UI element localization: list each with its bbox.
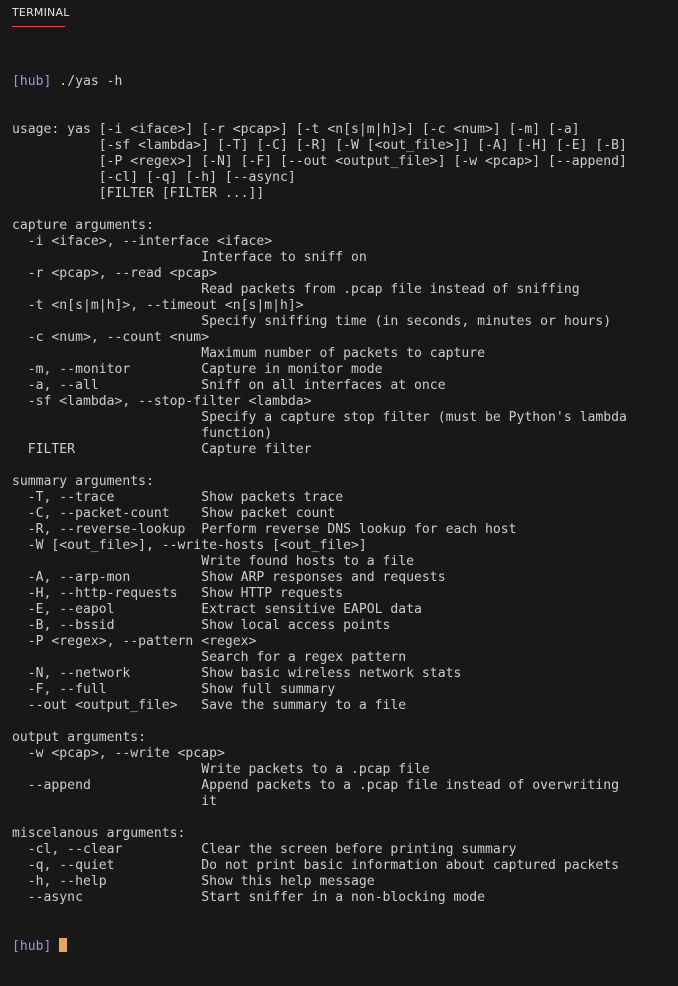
output-line (12, 810, 678, 826)
output-line: -T, --trace Show packets trace (12, 490, 344, 505)
output-line: -cl, --clear Clear the screen before printing summary (12, 842, 517, 857)
output-line: -m, --monitor Capture in monitor mode (12, 362, 383, 377)
output-line: -H, --http-requests Show HTTP requests (12, 586, 344, 601)
output-line: -h, --help Show this help message (12, 874, 375, 889)
output-line (12, 458, 678, 474)
output-line: -r <pcap>, --read <pcap> (12, 266, 217, 281)
active-tab-indicator (12, 26, 65, 27)
tab-terminal[interactable]: TERMINAL (12, 6, 70, 19)
output-line: --append Append packets to a .pcap file instead of overwriting (12, 778, 619, 793)
output-line: Specify a capture stop filter (must be Python's lambda (12, 410, 627, 425)
output-line: [-cl] [-q] [-h] [--async] (12, 170, 296, 185)
prompt: [hub] (12, 74, 52, 89)
output-line: -N, --network Show basic wireless network stats (12, 666, 462, 681)
output-line: -C, --packet-count Show packet count (12, 506, 336, 521)
output-line: -q, --quiet Do not print basic information about captured packets (12, 858, 619, 873)
output-line: it (12, 794, 217, 809)
output-line: -B, --bssid Show local access points (12, 618, 391, 633)
output-line: usage: yas [-i <iface>] [-r <pcap>] [-t <n[s|m|h]>] [-c <num>] [-m] [-a] (12, 122, 580, 137)
output-line: Maximum number of packets to capture (12, 346, 485, 361)
output-line: -a, --all Sniff on all interfaces at once (12, 378, 446, 393)
text-cursor (59, 938, 67, 952)
output-line: -i <iface>, --interface <iface> (12, 234, 273, 249)
output-line: -W [<out_file>], --write-hosts [<out_file>] (12, 538, 367, 553)
output-line (12, 714, 678, 730)
current-prompt-line[interactable] (12, 938, 678, 954)
output-line: Specify sniffing time (in seconds, minutes or hours) (12, 314, 612, 329)
command-text: ./yas -h (51, 74, 123, 89)
output-line: -F, --full Show full summary (12, 682, 336, 697)
output-line: summary arguments: (12, 474, 154, 489)
panel-tab-bar (0, 0, 678, 28)
output-line: miscelanous arguments: (12, 826, 186, 841)
output-line: Search for a regex pattern (12, 650, 407, 665)
output-line: Write packets to a .pcap file (12, 762, 430, 777)
output-line: function) (12, 426, 273, 441)
output-line: output arguments: (12, 730, 147, 745)
help-output (12, 122, 678, 906)
output-line: [-P <regex>] [-N] [-F] [--out <output_file>] [-w <pcap>] [--append] (12, 154, 627, 169)
output-line: -E, --eapol Extract sensitive EAPOL data (12, 602, 422, 617)
output-line: -P <regex>, --pattern <regex> (12, 634, 257, 649)
command-line (12, 74, 678, 90)
output-line: [-sf <lambda>] [-T] [-C] [-R] [-W [<out_file>]] [-A] [-H] [-E] [-B] (12, 138, 627, 153)
output-line: FILTER Capture filter (12, 442, 312, 457)
output-line: -w <pcap>, --write <pcap> (12, 746, 225, 761)
output-line: [FILTER [FILTER ...]] (12, 186, 265, 201)
output-line: -sf <lambda>, --stop-filter <lambda> (12, 394, 312, 409)
output-line: -t <n[s|m|h]>, --timeout <n[s|m|h]> (12, 298, 304, 313)
output-line: --async Start sniffer in a non-blocking mode (12, 890, 485, 905)
output-line (12, 202, 678, 218)
output-line: Interface to sniff on (12, 250, 367, 265)
prompt: [hub] (12, 939, 52, 954)
terminal-output[interactable] (12, 42, 678, 954)
output-line: -c <num>, --count <num> (12, 330, 210, 345)
output-line: Read packets from .pcap file instead of sniffing (12, 282, 580, 297)
output-line: -R, --reverse-lookup Perform reverse DNS lookup for each host (12, 522, 517, 537)
output-line: capture arguments: (12, 218, 154, 233)
output-line: --out <output_file> Save the summary to a file (12, 698, 407, 713)
output-line: Write found hosts to a file (12, 554, 415, 569)
output-line: -A, --arp-mon Show ARP responses and requests (12, 570, 446, 585)
